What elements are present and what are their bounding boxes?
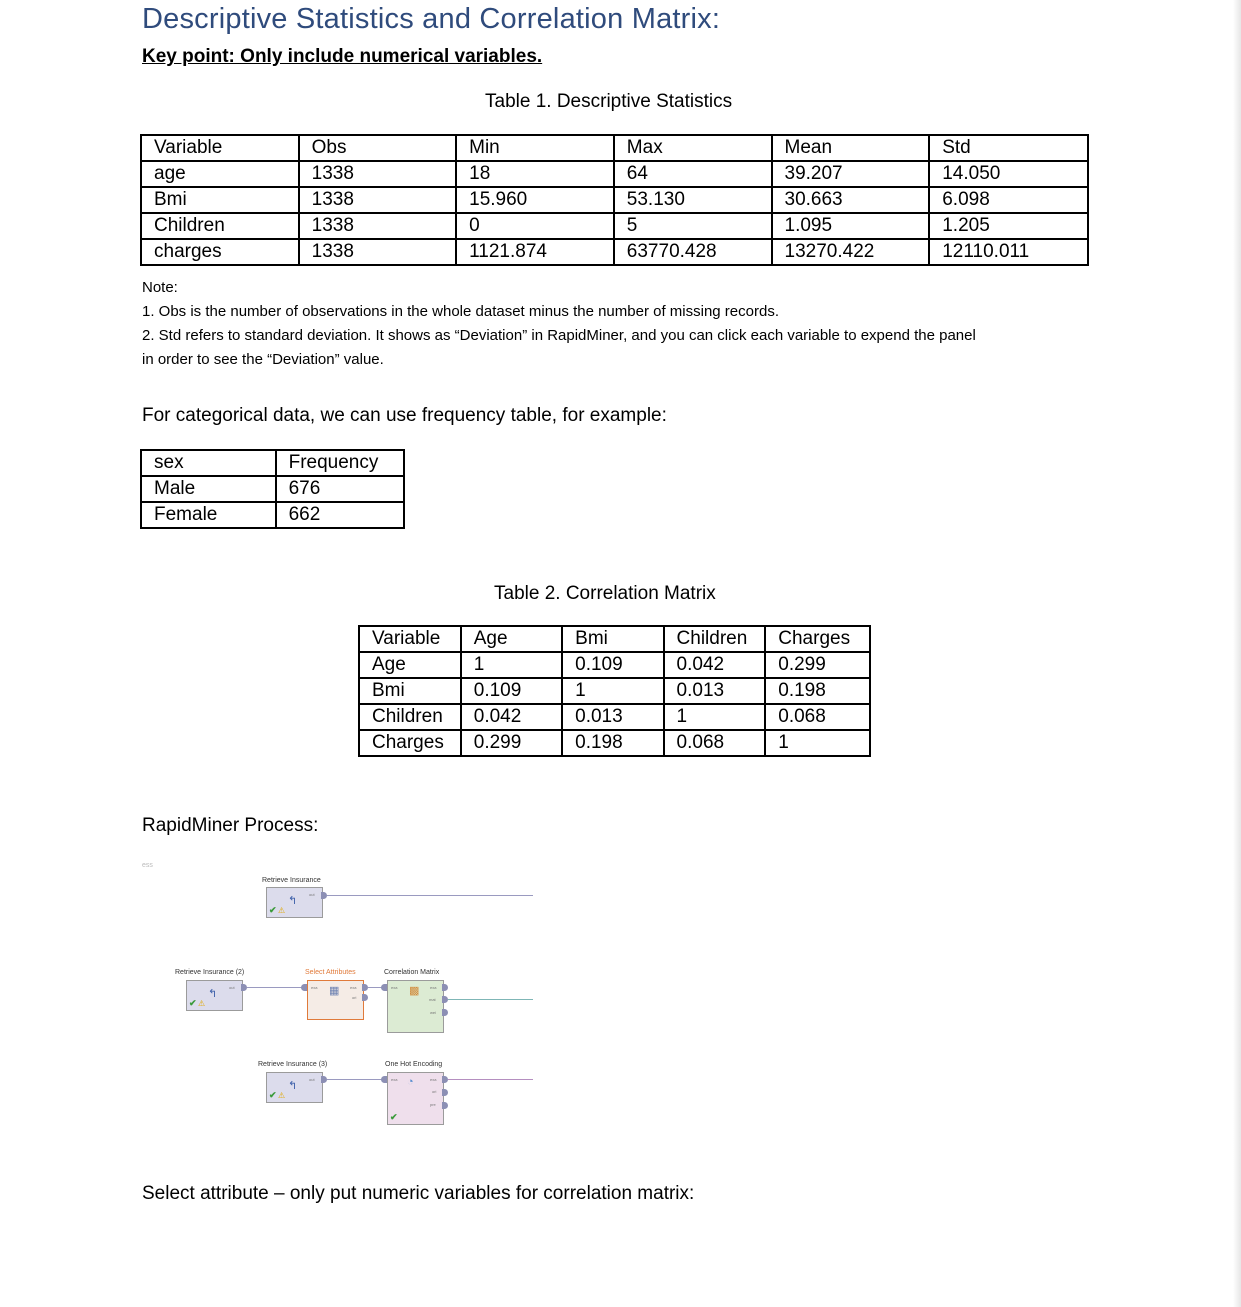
table-cell: 1 [562,678,663,704]
table-cell: 0.042 [461,704,562,730]
table-cell: 1338 [299,187,457,213]
port-label-exa-out: exa [350,985,357,990]
table-cell: 0.299 [765,652,870,678]
output-port[interactable] [442,1089,448,1096]
table-row [141,239,1088,265]
note-line-2-cont: in order to see the “Deviation” value. [142,351,384,368]
op-label-select-attributes: Select Attributes [305,969,356,976]
connection-wire [247,987,304,988]
port-label-exa-in: exa [311,985,318,990]
operator-retrieve-insurance[interactable] [266,887,323,918]
header-cell: Mean [772,135,930,161]
table-icon: ▦ [329,985,340,997]
table-cell: 63770.428 [614,239,772,265]
port-label-ori: ori [432,1089,437,1094]
status-ok-icon: ✔ [189,998,197,1008]
note-line-1: 1. Obs is the number of observations in the whole dataset minus the number of missing records. [142,303,779,320]
retrieve-icon: ↰ [288,1080,298,1092]
header-cell: Bmi [562,626,663,652]
retrieve-icon: ↰ [208,988,218,1000]
table-cell: 0.042 [664,652,766,678]
table-row [141,161,1088,187]
descriptive-stats-table [140,134,1089,266]
header-cell: sex [141,450,276,476]
table-row [141,476,404,502]
note-label: Note: [142,279,178,296]
table-cell: Bmi [141,187,299,213]
rapidminer-process-diagram [140,858,540,1128]
table-cell: 5 [614,213,772,239]
process-corner-label: ess [142,862,153,869]
output-port[interactable] [442,1009,448,1016]
select-attribute-text: Select attribute – only put numeric variables for correlation matrix: [142,1183,695,1204]
table-cell: Bmi [359,678,461,704]
table-row [141,213,1088,239]
input-port[interactable] [381,1076,387,1083]
header-cell: Age [461,626,562,652]
header-cell: Charges [765,626,870,652]
op-label-retrieve-insurance-2: Retrieve Insurance (2) [175,969,245,976]
table-cell: Male [141,476,276,502]
port-label-out: out [229,985,235,990]
port-label-exa-in: exa [391,985,398,990]
table-cell: 1338 [299,161,457,187]
op-label-retrieve-insurance-3: Retrieve Insurance (3) [258,1061,328,1068]
table-cell: 0.198 [765,678,870,704]
header-cell: Std [929,135,1088,161]
correlation-matrix-table [358,625,871,757]
table-cell: 1 [664,704,766,730]
table-cell: 14.050 [929,161,1088,187]
header-cell: Frequency [276,450,404,476]
table-cell: charges [141,239,299,265]
port-label-ori: ori [352,995,357,1000]
table-row [359,652,870,678]
table-cell: 1 [461,652,562,678]
table-row [359,730,870,756]
input-port[interactable] [381,984,387,991]
table-cell: 0.109 [461,678,562,704]
table-cell: 0.068 [664,730,766,756]
operator-correlation-matrix[interactable] [387,980,444,1033]
table-cell: 662 [276,502,404,528]
table-cell: 1338 [299,239,457,265]
status-ok-icon: ✔ [269,1090,277,1100]
table-cell: Children [141,213,299,239]
table-row [359,704,870,730]
process-heading: RapidMiner Process: [142,815,319,836]
retrieve-icon: ↰ [288,895,298,907]
table-row [141,187,1088,213]
table-cell: 0.299 [461,730,562,756]
table-cell: 13270.422 [772,239,930,265]
status-ok-icon: ✔ [390,1112,398,1122]
table-header-row [141,135,1088,161]
table-cell: 0.013 [562,704,663,730]
table-cell: 0.109 [562,652,663,678]
status-ok-icon: ✔ [269,905,277,915]
op-label-correlation-matrix: Correlation Matrix [384,969,440,976]
header-cell: Obs [299,135,457,161]
matrix-icon: ▩ [409,985,420,997]
operator-retrieve-insurance-2[interactable] [186,980,243,1011]
table-cell: 676 [276,476,404,502]
op-label-one-hot-encoding: One Hot Encoding [385,1061,443,1068]
operator-one-hot-encoding[interactable] [387,1072,444,1125]
warning-icon: ⚠ [278,906,286,915]
table-cell: Children [359,704,461,730]
table-cell: 1.205 [929,213,1088,239]
table-cell: 64 [614,161,772,187]
table-cell: 1121.874 [456,239,614,265]
table-cell: 0.013 [664,678,766,704]
connection-wire [448,1079,533,1080]
table-cell: 18 [456,161,614,187]
table-cell: 53.130 [614,187,772,213]
port-label-mat: mat [429,997,436,1002]
warning-icon: ⚠ [278,1091,286,1100]
table-cell: Female [141,502,276,528]
port-label-exa-in: exa [391,1077,398,1082]
port-label-wei: wei [430,1010,437,1015]
table-cell: 12110.011 [929,239,1088,265]
page-edge-shadow [1233,0,1241,1307]
output-port[interactable] [362,994,368,1001]
note-line-2: 2. Std refers to standard deviation. It shows as “Deviation” in RapidMiner, and you can click each variable to expend the panel [142,327,976,344]
port-label-exa-out: exa [430,985,437,990]
output-port[interactable] [442,1102,448,1109]
frequency-table [140,449,405,529]
header-cell: Variable [141,135,299,161]
table-row [359,678,870,704]
port-label-pre: pre [430,1102,436,1107]
encoding-icon: ◔ [407,1076,414,1088]
table-cell: 15.960 [456,187,614,213]
table-cell: Charges [359,730,461,756]
op-label-retrieve-insurance: Retrieve Insurance [262,877,321,884]
key-point: Key point: Only include numerical variables. [142,46,543,67]
table-cell: 0.068 [765,704,870,730]
connection-wire [327,895,533,896]
table-cell: 0.198 [562,730,663,756]
header-cell: Children [664,626,766,652]
table-cell: age [141,161,299,187]
header-cell: Variable [359,626,461,652]
operator-select-attributes[interactable] [307,980,364,1020]
table1-caption: Table 1. Descriptive Statistics [485,91,733,112]
table-cell: 39.207 [772,161,930,187]
page-title: Descriptive Statistics and Correlation Matrix: [142,3,721,35]
port-label-out: out [309,892,315,897]
table2-caption: Table 2. Correlation Matrix [494,583,716,604]
table-cell: 6.098 [929,187,1088,213]
table-row [141,502,404,528]
table-header-row [141,450,404,476]
warning-icon: ⚠ [198,999,206,1008]
input-port[interactable] [301,984,307,991]
table-cell: 1338 [299,213,457,239]
table-cell: 0 [456,213,614,239]
port-label-exa-out: exa [430,1077,437,1082]
table-cell: 1.095 [772,213,930,239]
table-cell: Age [359,652,461,678]
table-header-row [359,626,870,652]
header-cell: Max [614,135,772,161]
output-port[interactable] [442,984,448,991]
port-label-out: out [309,1077,315,1082]
connection-wire [327,1079,384,1080]
header-cell: Min [456,135,614,161]
categorical-intro: For categorical data, we can use frequency table, for example: [142,405,667,426]
connection-wire [448,999,533,1000]
table-cell: 30.663 [772,187,930,213]
operator-retrieve-insurance-3[interactable] [266,1072,323,1103]
table-cell: 1 [765,730,870,756]
